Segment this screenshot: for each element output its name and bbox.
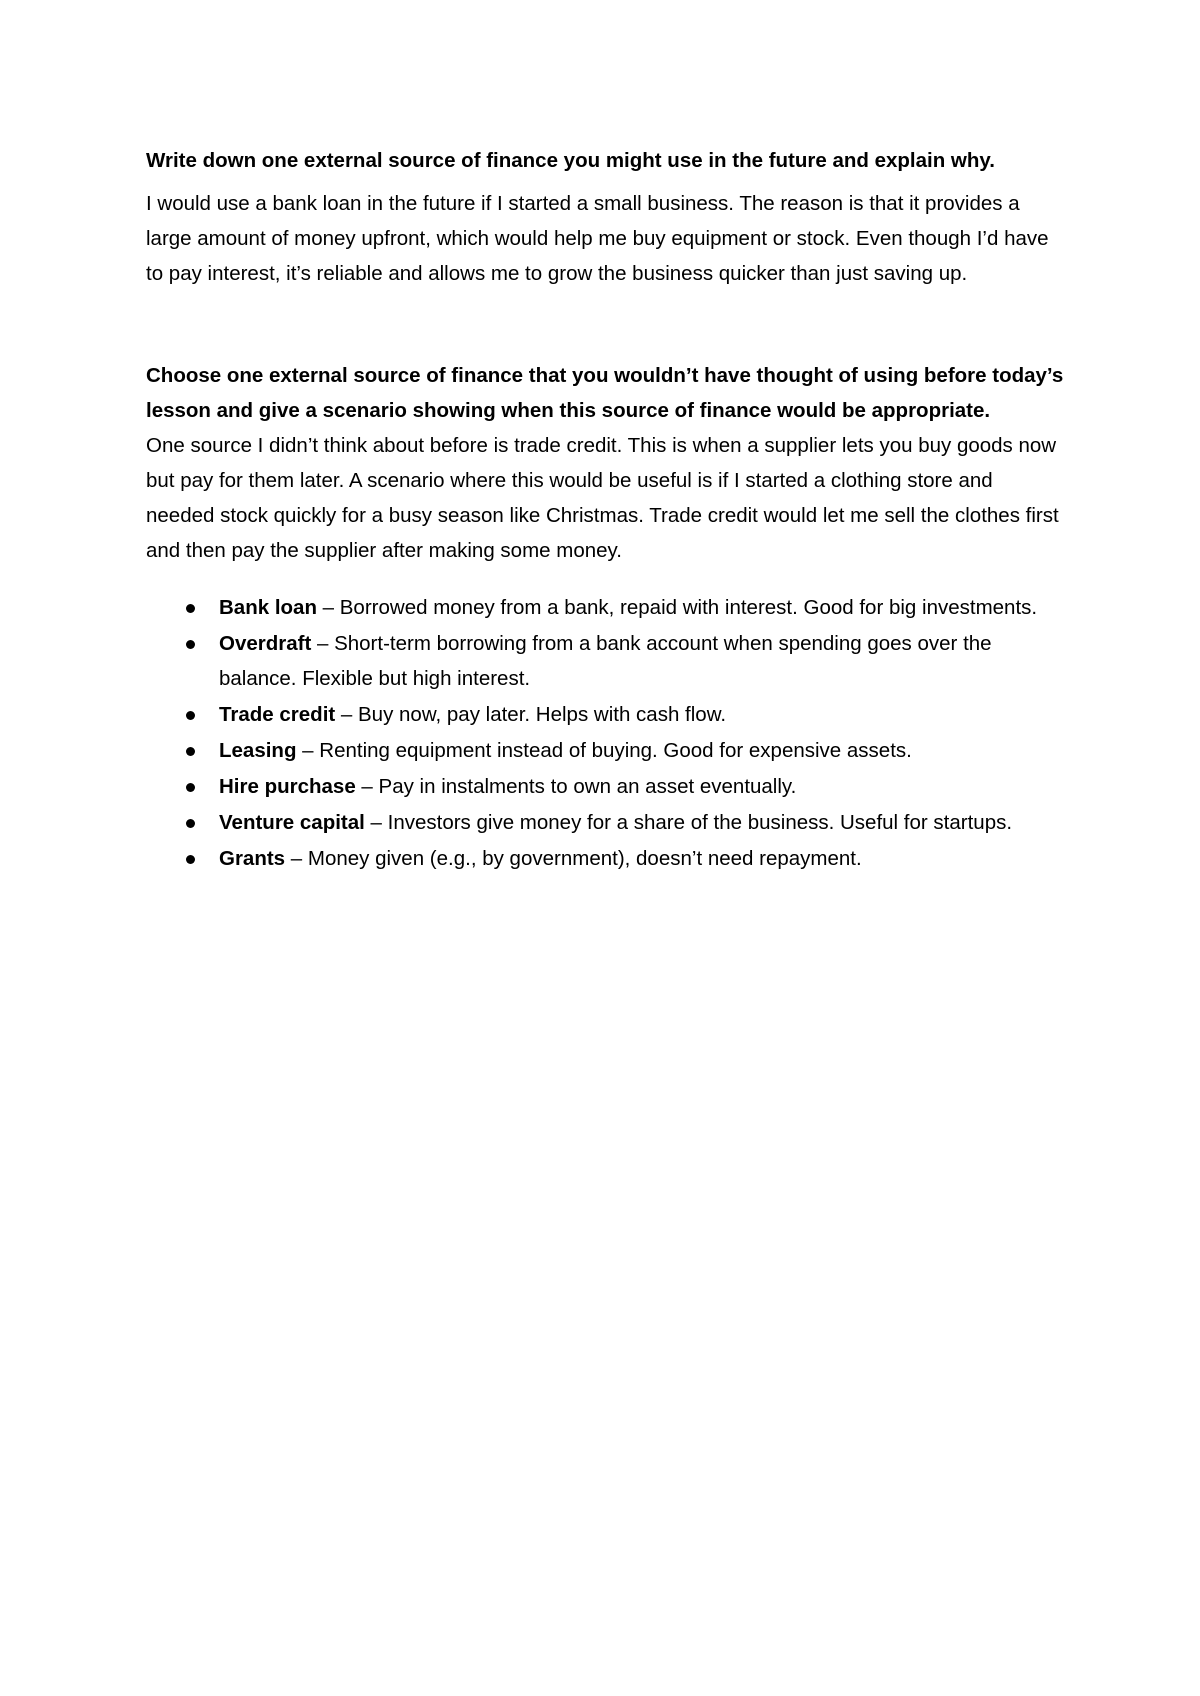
source-term: Trade credit <box>219 703 336 726</box>
list-item <box>146 769 1066 804</box>
source-description: – Renting equipment instead of buying. Good for expensive assets. <box>296 739 912 762</box>
source-term: Grants <box>219 847 286 870</box>
list-item <box>146 805 1066 840</box>
bullet-icon <box>186 855 195 864</box>
source-term: Leasing <box>219 739 297 762</box>
question-1: Write down one external source of finance you might use in the future and explain why. <box>146 149 995 172</box>
list-item <box>146 697 1066 732</box>
answer-1: I would use a bank loan in the future if I started a small business. The reason is that it provides a large amount of money upfront, which would help me buy equipment or stock. Even though I’d have to pay interest, it’s reliable and allows me to grow the business quicker than just saving up. <box>146 192 1049 285</box>
source-description: – Pay in instalments to own an asset eventually. <box>355 775 797 798</box>
list-item <box>146 841 1066 876</box>
source-term: Overdraft <box>219 632 312 655</box>
answer-2: One source I didn’t think about before is trade credit. This is when a supplier lets you buy goods now but pay for them later. A scenario where this would be useful is if I started a clothing store and needed stock quickly for a busy season like Christmas. Trade credit would let me sell the clothes first and then pay the supplier after making some money. <box>146 434 1059 562</box>
source-description: – Short-term borrowing from a bank account when spending goes over the balance. Flexible but high interest. <box>219 632 992 690</box>
source-term: Bank loan <box>219 596 317 619</box>
source-term: Hire purchase <box>219 775 356 798</box>
source-term: Venture capital <box>219 811 365 834</box>
source-description: – Borrowed money from a bank, repaid with interest. Good for big investments. <box>316 596 1038 619</box>
list-item <box>146 590 1066 625</box>
bullet-icon <box>186 711 195 720</box>
finance-sources-list <box>146 590 1066 876</box>
bullet-icon <box>186 604 195 613</box>
list-item <box>146 626 1066 696</box>
bullet-icon <box>186 783 195 792</box>
bullet-icon <box>186 747 195 756</box>
list-item <box>146 733 1066 768</box>
question-2: Choose one external source of finance that you wouldn’t have thought of using before today’s lesson and give a scenario showing when this source of finance would be appropriate. <box>146 364 1064 422</box>
bullet-icon <box>186 640 195 649</box>
source-description: – Money given (e.g., by government), doesn’t need repayment. <box>285 847 862 870</box>
bullet-icon <box>186 819 195 828</box>
source-description: – Investors give money for a share of the business. Useful for startups. <box>364 811 1013 834</box>
document-content <box>146 143 1066 877</box>
source-description: – Buy now, pay later. Helps with cash flow. <box>335 703 727 726</box>
